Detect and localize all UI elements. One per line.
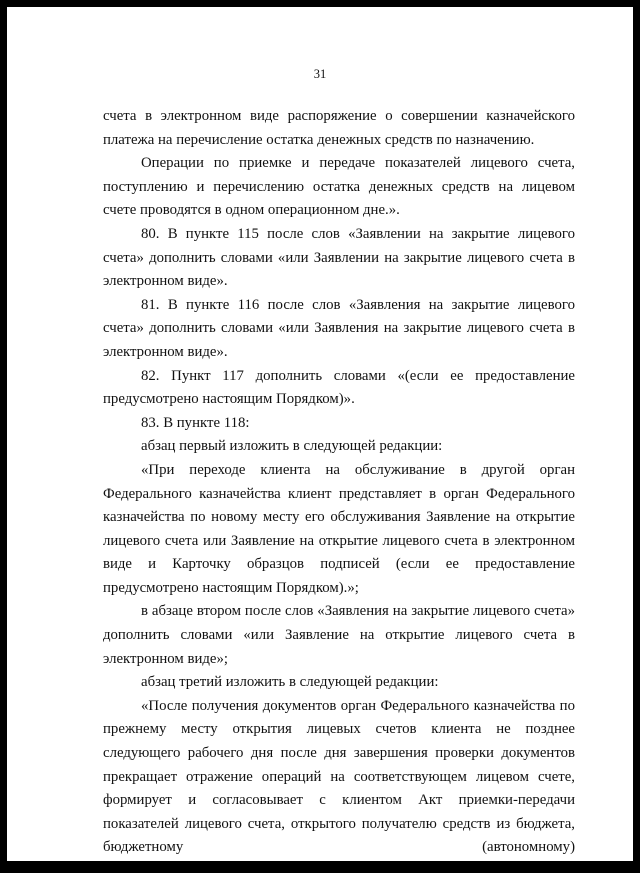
paragraph-quote-transition: «При переходе клиента на обслуживание в другой орган Федерального казначейства клиент представляет в орган Федерального казначейства по новому месту его обслуживания Заявление на открытие лицевого счета или Заявление на открытие лицевого счета в электронном виде и Карточку образцов подписей (если ее предоставление предусмотрено настоящим Порядком).»; [103, 461, 575, 596]
paragraph-item-82: 82. Пункт 117 дополнить словами «(если ее предоставление предусмотрено настоящим Порядком)». [103, 367, 575, 408]
paragraph-item-80: 80. В пункте 115 после слов «Заявлении на закрытие лицевого счета» дополнить словами «или Заявлении на закрытие лицевого счета в электронном виде». [103, 225, 575, 290]
paragraph-second-abzac: в абзаце втором после слов «Заявления на закрытие лицевого счета» дополнить словами «или Заявление на открытие лицевого счета в электронном виде»; [103, 603, 575, 667]
document-body [103, 105, 575, 860]
paragraph-item-81: 81. В пункте 116 после слов «Заявления на закрытие лицевого счета» дополнить словами «или Заявления на закрытие лицевого счета в электронном виде». [103, 296, 575, 360]
paragraph-item-83: 83. В пункте 118: [141, 414, 250, 431]
paragraph-third-abzac: абзац третий изложить в следующей редакции: [141, 674, 439, 691]
paragraph-continuation: счета в электронном виде распоряжение о совершении казначейского платежа на перечисление остатка денежных средств по назначению. [103, 108, 575, 148]
paragraph-first-abzac: абзац первый изложить в следующей редакции: [141, 438, 443, 455]
page-number: 31 [313, 67, 327, 81]
paragraph-operations: Операции по приемке и передаче показателей лицевого счета, поступлению и перечислению остатка денежных средств на лицевом счете проводятся в одном операционном дне.». [103, 155, 575, 219]
paragraph-quote-after-receipt: «После получения документов орган Федерального казначейства по прежнему месту открытия лицевых счетов клиента не позднее следующего рабочего дня после дня завершения проверки документов прекращает отражение операций на соответствующем лицевом счете, формирует и согласовывает с клиентом Акт приемки-передачи показателей лицевого счета, открытого получателю средств из бюджета, бюджетному (автономному) [103, 697, 575, 856]
